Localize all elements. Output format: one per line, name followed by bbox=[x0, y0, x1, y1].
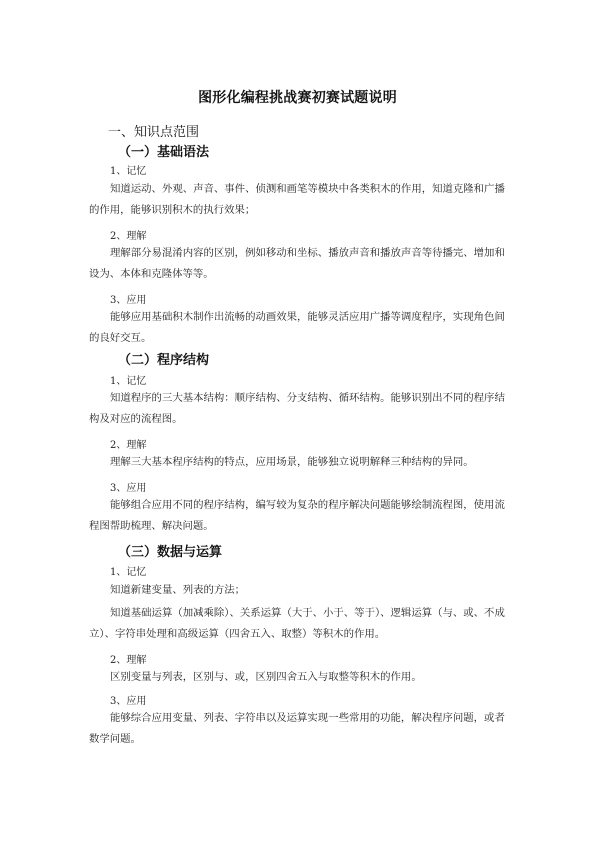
level-label-memory: 1、记忆 bbox=[110, 166, 147, 177]
level-label-understand: 2、理解 bbox=[110, 231, 147, 242]
level-label-apply: 3、应用 bbox=[110, 483, 147, 494]
paragraph: 知道基础运算（加减乘除）、关系运算（大于、小于、等于）、逻辑运算（与、或、不成立）、字符串处理和高级运算（四舍五入、取整）等积木的作用。 bbox=[89, 607, 505, 640]
level-label-understand: 2、理解 bbox=[110, 655, 147, 666]
level-label-apply: 3、应用 bbox=[110, 295, 147, 306]
paragraph: 区别变量与列表，区别与、或，区别四舍五入与取整等积木的作用。 bbox=[110, 671, 422, 683]
level-label-memory: 1、记忆 bbox=[110, 376, 147, 387]
paragraph: 知道程序的三大基本结构：顺序结构、分支结构、循环结构。能够识别出不同的程序结构及对应的流程图。 bbox=[89, 392, 505, 425]
subsection-heading-program-structure: （二）程序结构 bbox=[118, 353, 210, 368]
paragraph: 能够组合应用不同的程序结构，编写较为复杂的程序解决问题能够绘制流程图，使用流程图帮助梳理、解决问题。 bbox=[89, 499, 505, 532]
subsection-heading-basic-syntax: （一）基础语法 bbox=[118, 145, 210, 160]
section-heading-knowledge-scope: 一、知识点范围 bbox=[108, 125, 200, 140]
subsection-heading-data-and-operations: （三）数据与运算 bbox=[118, 545, 223, 560]
paragraph: 理解部分易混淆内容的区别，例如移动和坐标、播放声音和播放声音等待播完、增加和设为、本体和克隆体等等。 bbox=[89, 247, 505, 280]
level-label-memory: 1、记忆 bbox=[110, 567, 147, 578]
paragraph: 理解三大基本程序结构的特点，应用场景，能够独立说明解释三种结构的异同。 bbox=[110, 456, 474, 468]
level-label-apply: 3、应用 bbox=[110, 696, 147, 707]
paragraph: 能够应用基础积木制作出流畅的动画效果，能够灵活应用广播等调度程序，实现角色间的良好交互。 bbox=[89, 311, 505, 344]
level-label-understand: 2、理解 bbox=[110, 440, 147, 451]
paragraph: 知道运动、外观、声音、事件、侦测和画笔等模块中各类积木的作用，知道克隆和广播的作用，能够识别积木的执行效果； bbox=[89, 183, 505, 216]
paragraph: 能够综合应用变量、列表、字符串以及运算实现一些常用的功能，解决程序问题，或者数学问题。 bbox=[89, 712, 505, 745]
document-title: 图形化编程挑战赛初赛试题说明 bbox=[198, 90, 397, 106]
paragraph: 知道新建变量、列表的方法； bbox=[110, 584, 246, 596]
